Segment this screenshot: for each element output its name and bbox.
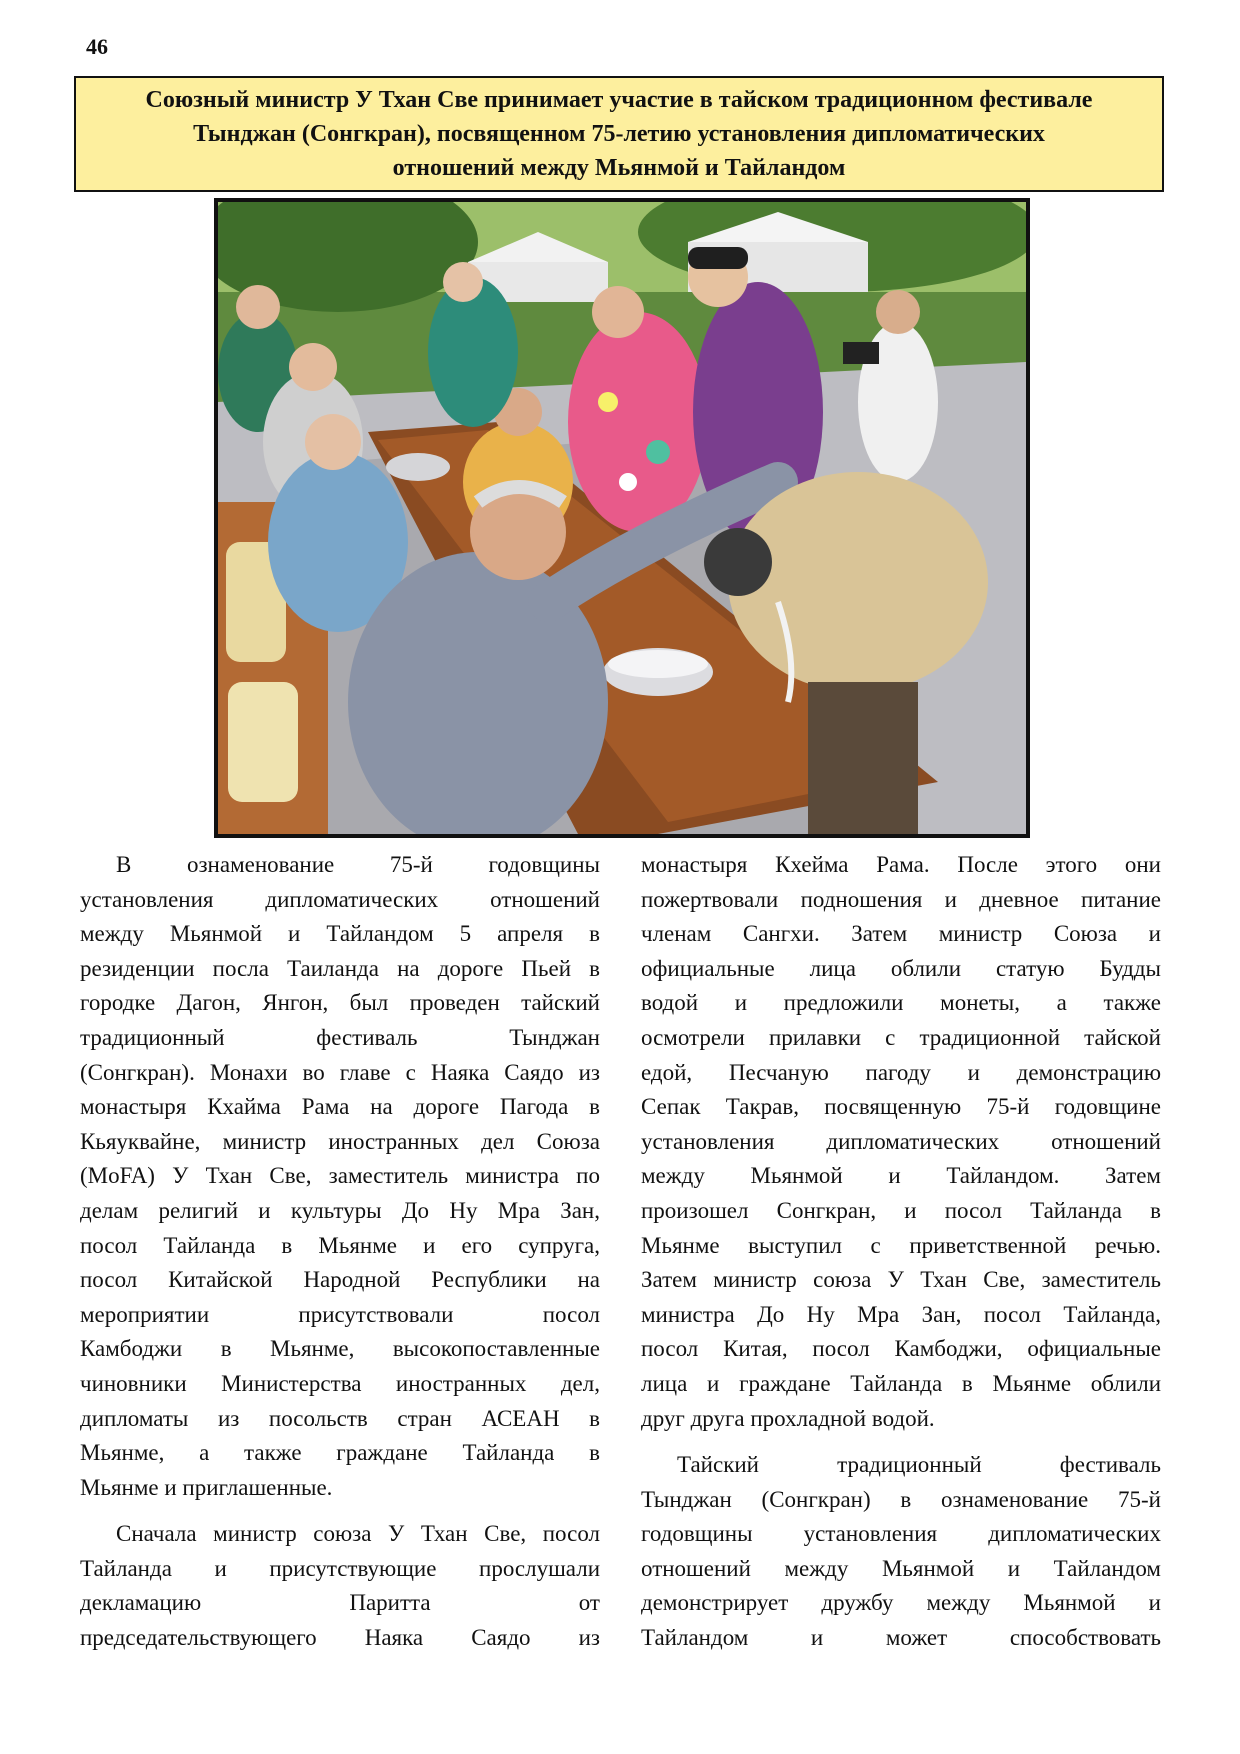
text-line: председательствующего Наяка Саядо из bbox=[80, 1625, 600, 1651]
text-line: традиционный фестиваль Тынджан bbox=[80, 1024, 600, 1050]
title-line-1: Союзный министр У Тхан Све принимает участие в тайском традиционном фестивале bbox=[145, 87, 1093, 113]
text-line: резиденции посла Таиланда на дороге Пьей в bbox=[80, 955, 600, 981]
text-line: Мьянме, а также граждане Тайланда в bbox=[80, 1440, 600, 1466]
text-line: установления дипломатических отношений bbox=[641, 1128, 1161, 1154]
page-number: 46 bbox=[86, 34, 108, 59]
text-line: пожертвовали подношения и дневное питание bbox=[641, 886, 1161, 912]
text-line: монастыря Кхейма Рама. После этого они bbox=[641, 852, 1161, 877]
text-line: Кьяуквайне, министр иностранных дел Союза bbox=[80, 1128, 600, 1154]
text-line: монастыря Кхайма Рама на дороге Пагода в bbox=[80, 1094, 600, 1120]
text-line: Мьянме выступил с приветственной речью. bbox=[641, 1232, 1161, 1258]
photo-illustration bbox=[218, 202, 1026, 834]
text-line: годовщины установления дипломатических bbox=[641, 1521, 1161, 1547]
text-line: делам религий и культуры До Ну Мра Зан, bbox=[80, 1197, 600, 1223]
text-line: мероприятии присутствовали посол bbox=[80, 1301, 600, 1327]
text-line: едой, Песчаную пагоду и демонстрацию bbox=[641, 1059, 1161, 1085]
text-line: министра До Ну Мра Зан, посол Тайланда, bbox=[641, 1301, 1161, 1327]
text-line: демонстрирует дружбу между Мьянмой и bbox=[641, 1590, 1161, 1616]
text-line: Тайландом и может способствовать bbox=[641, 1625, 1161, 1651]
text-line: посол Китая, посол Камбоджи, официальные bbox=[641, 1336, 1161, 1362]
text-line: установления дипломатических отношений bbox=[80, 886, 600, 912]
text-line: произошел Сонгкран, и посол Тайланда в bbox=[641, 1197, 1161, 1223]
text-line: посол Тайланда в Мьянме и его супруга, bbox=[80, 1232, 600, 1258]
text-line: Сначала министр союза У Тхан Све, посол bbox=[116, 1521, 600, 1547]
text-line: Тайланда и присутствующие прослушали bbox=[80, 1555, 600, 1581]
text-line: посол Китайской Народной Республики на bbox=[80, 1267, 600, 1293]
article-title-box bbox=[74, 76, 1164, 192]
right-column bbox=[641, 848, 1161, 1656]
text-line: Тынджан (Сонгкран) в ознаменование 75-й bbox=[641, 1486, 1161, 1512]
text-line: Тайский традиционный фестиваль bbox=[677, 1452, 1161, 1478]
text-line: водой и предложили монеты, а также bbox=[641, 990, 1161, 1016]
text-line: между Мьянмой и Тайландом 5 апреля в bbox=[80, 921, 600, 947]
text-line: В ознаменование 75-й годовщины bbox=[116, 852, 600, 877]
text-line: официальные лица облили статую Будды bbox=[641, 955, 1161, 981]
text-line: дипломаты из посольств стран АСЕАН в bbox=[80, 1405, 600, 1431]
paragraph-gap bbox=[641, 1436, 1161, 1448]
title-line-2: Тынджан (Сонгкран), посвященном 75-летию установления дипломатических bbox=[193, 121, 1045, 147]
text-line: чиновники Министерства иностранных дел, bbox=[80, 1370, 600, 1396]
text-line: членам Сангхи. Затем министр Союза и bbox=[641, 921, 1161, 947]
text-line: Мьянме и приглашенные. bbox=[80, 1474, 333, 1500]
text-line: декламацию Паритта от bbox=[80, 1590, 600, 1616]
text-line: отношений между Мьянмой и Тайландом bbox=[641, 1555, 1161, 1581]
festival-photo bbox=[214, 198, 1030, 838]
text-line: между Мьянмой и Тайландом. Затем bbox=[641, 1163, 1161, 1189]
text-line: осмотрели прилавки с традиционной тайской bbox=[641, 1024, 1161, 1050]
text-line: Затем министр союза У Тхан Све, заместитель bbox=[641, 1267, 1161, 1293]
text-line: (MoFA) У Тхан Све, заместитель министра по bbox=[80, 1163, 600, 1189]
text-line: Сепак Такрав, посвященную 75-й годовщине bbox=[641, 1094, 1161, 1120]
paragraph-gap bbox=[80, 1505, 600, 1517]
text-line: друг друга прохладной водой. bbox=[641, 1405, 935, 1431]
text-line: (Сонгкран). Монахи во главе с Наяка Саядо из bbox=[80, 1059, 600, 1085]
left-column bbox=[80, 848, 600, 1656]
text-line: городке Дагон, Янгон, был проведен тайский bbox=[80, 990, 600, 1016]
title-line-3: отношений между Мьянмой и Тайландом bbox=[392, 155, 846, 181]
text-line: лица и граждане Тайланда в Мьянме облили bbox=[641, 1370, 1161, 1396]
text-line: Камбоджи в Мьянме, высокопоставленные bbox=[80, 1336, 600, 1362]
